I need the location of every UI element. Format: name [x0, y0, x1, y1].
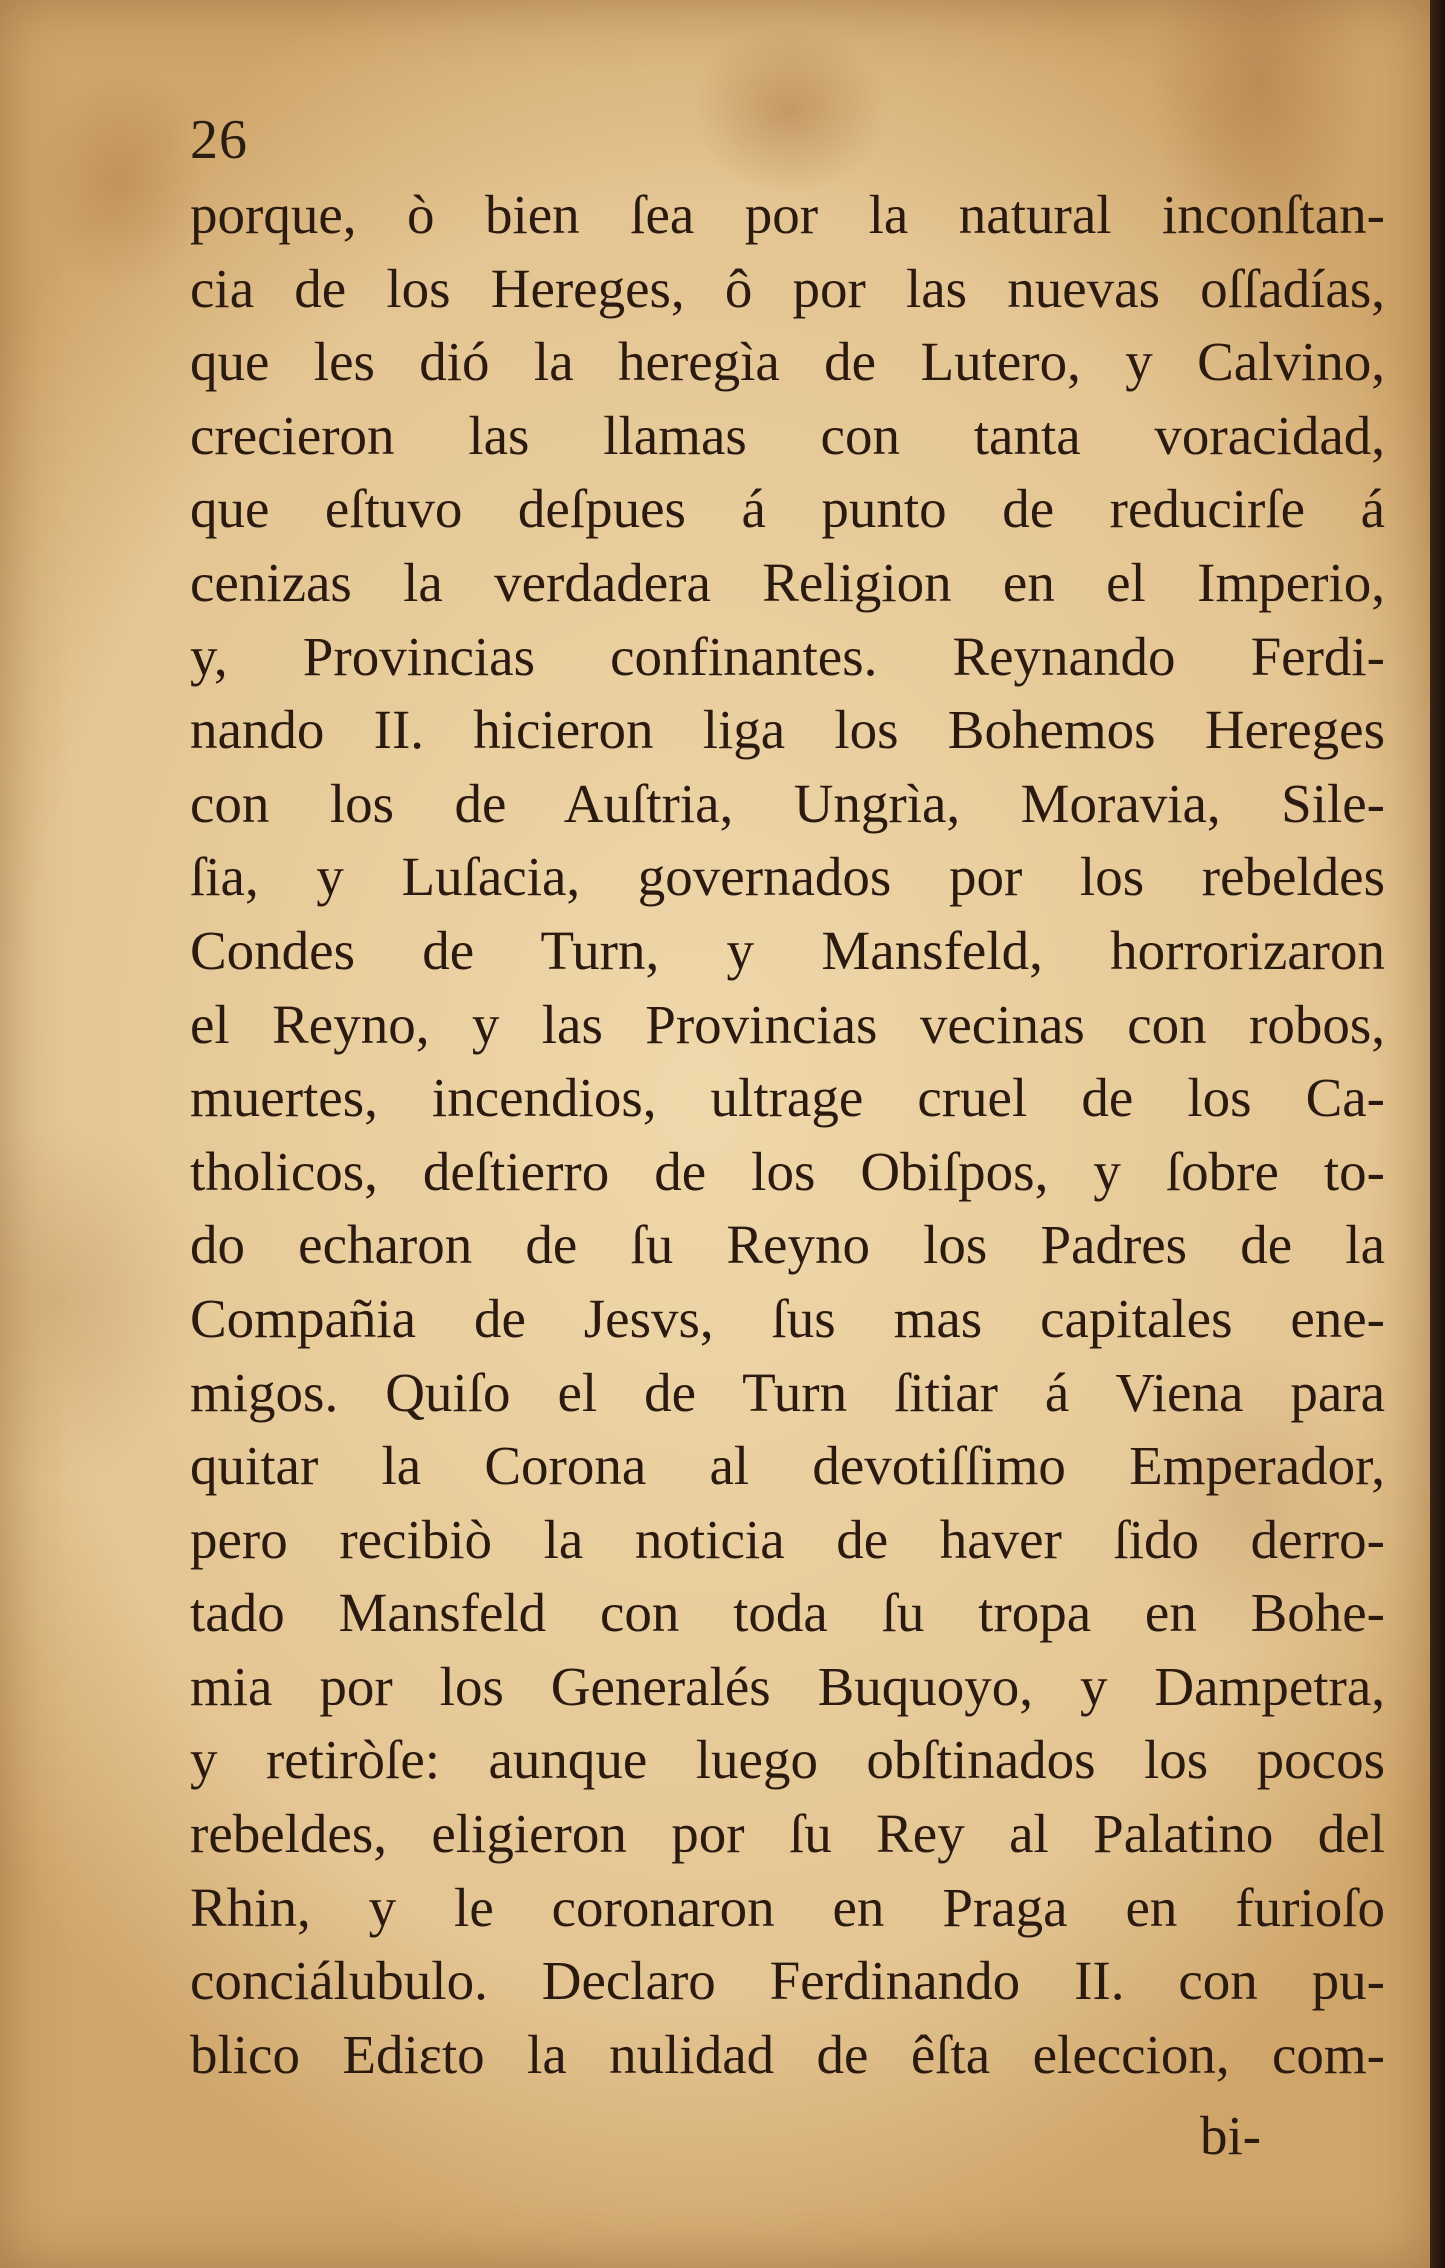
- text-line: que les dió la heregìa de Lutero, y Calvino,: [190, 331, 1385, 393]
- text-line: tado Mansfeld con toda ſu tropa en Bohe-: [190, 1582, 1385, 1644]
- catchword: bi-: [1200, 2105, 1262, 2166]
- text-line: Condes de Turn, y Mansfeld, horrorizaron: [190, 919, 1385, 981]
- text-line: porque, ò bien ſea por la natural inconſtan-: [190, 184, 1385, 245]
- text-line: Rhin, y le coronaron en Praga en furioſo: [190, 1876, 1385, 1938]
- body-text: [190, 178, 1385, 2091]
- text-line: rebeldes, eligieron por ſu Rey al Palatino del: [190, 1803, 1385, 1865]
- book-binding-edge: [1430, 0, 1445, 2268]
- text-line: ſia, y Luſacia, governados por los rebeldes: [190, 846, 1385, 908]
- text-line: blico Ediɛto la nulidad de êſta eleccion, com-: [190, 2023, 1385, 2085]
- text-line: el Reyno, y las Provincias vecinas con robos,: [190, 993, 1385, 1055]
- text-line: crecieron las llamas con tanta voracidad,: [190, 404, 1385, 466]
- text-line: conciálubulo. Declaro Ferdinando II. con pu-: [190, 1950, 1385, 2012]
- text-line: y retiròſe: aunque luego obſtinados los pocos: [190, 1729, 1385, 1791]
- text-line: muertes, incendios, ultrage cruel de los Ca-: [190, 1067, 1385, 1129]
- text-line: con los de Auſtria, Ungrìa, Moravia, Sile-: [190, 772, 1385, 834]
- text-line: nando II. hicieron liga los Bohemos Hereges: [190, 699, 1385, 761]
- text-line: mia por los Generalés Buquoyo, y Dampetra,: [190, 1655, 1385, 1717]
- text-line: que eſtuvo deſpues á punto de reducirſe á: [190, 478, 1385, 540]
- page-number: 26: [190, 109, 248, 171]
- text-line: tholicos, deſtierro de los Obiſpos, y ſobre to-: [190, 1140, 1385, 1202]
- text-line: cia de los Hereges, ô por las nuevas oſſadías,: [190, 257, 1385, 319]
- text-line: Compañia de Jesvs, ſus mas capitales ene-: [190, 1287, 1385, 1349]
- text-line: pero recibiò la noticia de haver ſido derro-: [190, 1508, 1385, 1570]
- text-line: cenizas la verdadera Religion en el Imperio,: [190, 551, 1385, 613]
- text-line: migos. Quiſo el de Turn ſitiar á Viena para: [190, 1361, 1385, 1423]
- text-line: y, Provincias confinantes. Reynando Ferdi-: [190, 625, 1385, 687]
- text-line: do echaron de ſu Reyno los Padres de la: [190, 1214, 1385, 1276]
- text-line: quitar la Corona al devotiſſimo Emperador,: [190, 1435, 1385, 1497]
